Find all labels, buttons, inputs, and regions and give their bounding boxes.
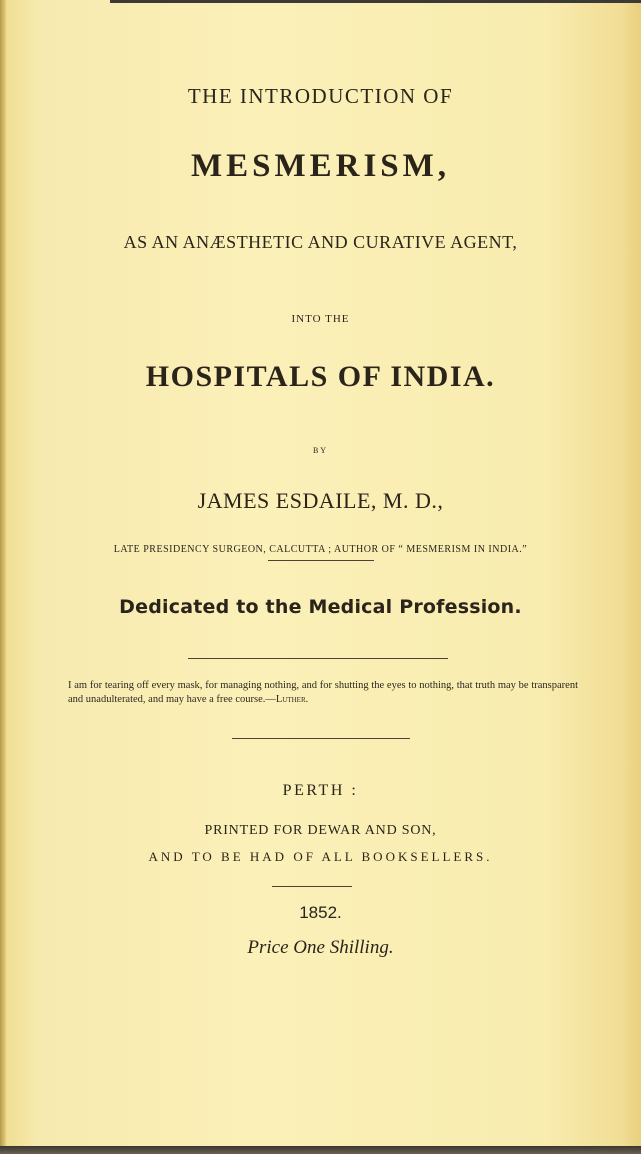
author-name: JAMES ESDAILE, M. D., (197, 488, 444, 513)
divider-rule (232, 738, 410, 739)
divider-rule (268, 560, 374, 561)
title-intro-line: THE INTRODUCTION OF (187, 84, 454, 108)
epigraph (68, 679, 578, 707)
epigraph-text: I am for tearing off every mask, for managing nothing, and for shutting the eyes to nothing, that truth may be transparent and unadulterated, and may have a free course.— (68, 680, 578, 705)
bottom-edge (0, 1146, 641, 1154)
title-hospitals: HOSPITALS OF INDIA. (145, 360, 496, 393)
price: Price One Shilling. (247, 937, 394, 958)
imprint-sellers: AND TO BE HAD OF ALL BOOKSELLERS. (148, 849, 493, 864)
epigraph-author: Luther. (275, 694, 309, 705)
author-credentials: LATE PRESIDENCY SURGEON, CALCUTTA ; AUTHOR OF “ MESMERISM IN INDIA.” (113, 544, 528, 555)
dedication: Dedicated to the Medical Profession. (119, 596, 522, 618)
title-subtitle: AS AN ANÆSTHETIC AND CURATIVE AGENT, (123, 232, 518, 252)
by-label: BY (312, 446, 329, 455)
title-into-the: INTO THE (291, 313, 350, 325)
divider-rule (188, 658, 448, 659)
divider-rule (272, 886, 352, 887)
imprint-place: PERTH : (282, 782, 359, 799)
publication-year: 1852. (299, 903, 342, 922)
imprint-printer: PRINTED FOR DEWAR AND SON, (204, 823, 437, 838)
title-main-word: MESMERISM, (190, 148, 451, 184)
top-border-line (110, 0, 641, 3)
